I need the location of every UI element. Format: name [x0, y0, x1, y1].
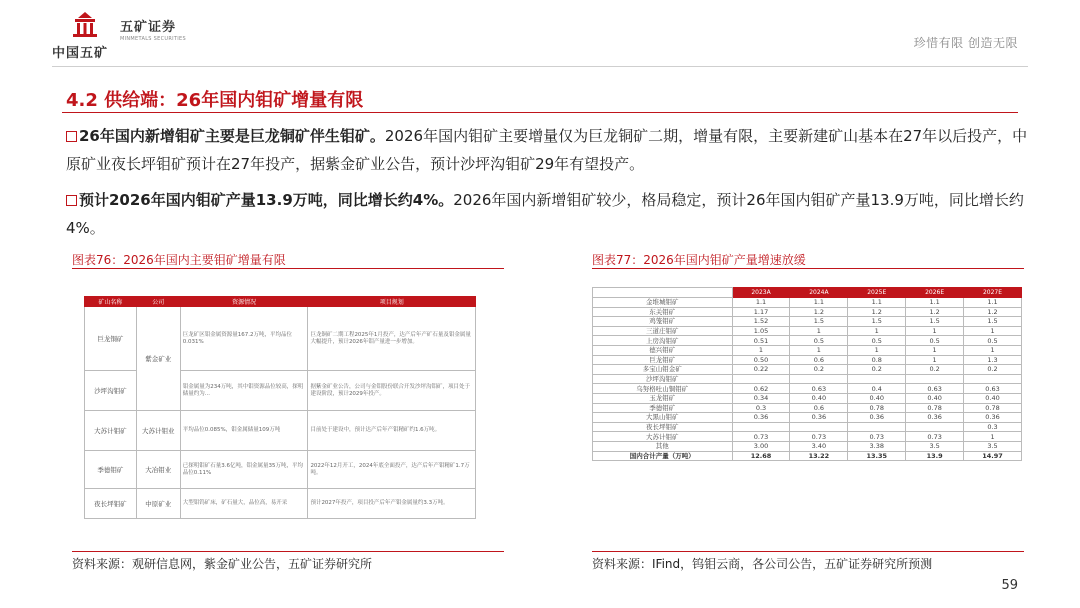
- production-value: 0.36: [906, 413, 964, 423]
- mine-name: 东关钼矿: [593, 307, 733, 317]
- production-value: 1: [906, 345, 964, 355]
- production-value: 0.78: [848, 403, 906, 413]
- production-value: 1: [790, 345, 848, 355]
- production-value: 1: [732, 345, 790, 355]
- mine-name: 金堆城钼矿: [593, 298, 733, 308]
- table-row: [85, 451, 476, 489]
- production-value: 1: [790, 326, 848, 336]
- production-value: 12.68: [732, 451, 790, 461]
- table-header-cell: 资源情况: [180, 297, 308, 307]
- section-title: 4.2 供给端：26年国内钼矿增量有限: [66, 90, 364, 111]
- production-value: 0.3: [964, 422, 1022, 432]
- production-value: 0.50: [732, 355, 790, 365]
- production-value: [790, 422, 848, 432]
- production-value: 1.2: [906, 307, 964, 317]
- year-header: 2025E: [848, 288, 906, 298]
- table-header-cell: 矿山名称: [85, 297, 137, 307]
- project-plan: 预计2027年投产，项目投产后年产钼金属量约3.3万吨。: [308, 489, 476, 519]
- mine-projects-table: [84, 296, 476, 519]
- table-row: [593, 393, 1022, 403]
- table-row: [593, 441, 1022, 451]
- production-value: 1.5: [848, 317, 906, 327]
- production-value: 1.3: [964, 355, 1022, 365]
- table-row: [593, 336, 1022, 346]
- mine-name: 国内合计产量（万吨）: [593, 451, 733, 461]
- resource-info: 巨龙矿区钼金属资源量167.2万吨，平均品位0.031%: [180, 307, 308, 371]
- brand-name-en: MINMETALS SECURITIES: [120, 36, 186, 42]
- slogan: 珍惜有限 创造无限: [913, 36, 1018, 50]
- production-value: 1.5: [964, 317, 1022, 327]
- production-value: 14.97: [964, 451, 1022, 461]
- china-minmetals-logo-icon: [68, 10, 102, 38]
- mine-name: 乌努格吐山铜钼矿: [593, 384, 733, 394]
- production-value: 1.2: [848, 307, 906, 317]
- production-value: 0.63: [906, 384, 964, 394]
- production-value: 1.05: [732, 326, 790, 336]
- year-header: 2024A: [790, 288, 848, 298]
- production-value: 0.36: [964, 413, 1022, 423]
- production-value: 0.2: [790, 365, 848, 375]
- table-row: [593, 326, 1022, 336]
- figure-76-source: 资料来源：观研信息网，紫金矿业公告，五矿证券研究所: [72, 557, 373, 571]
- production-value: 1.5: [790, 317, 848, 327]
- production-value: 0.78: [964, 403, 1022, 413]
- table-row: [593, 374, 1022, 384]
- production-value: 1: [964, 432, 1022, 442]
- figure-77-divider: [592, 268, 1024, 269]
- mine-name: 多宝山钼金矿: [593, 365, 733, 375]
- production-value: 0.34: [732, 393, 790, 403]
- source-divider: [72, 551, 504, 552]
- company-logo: [52, 8, 124, 60]
- table-header-corner: [593, 288, 733, 298]
- paragraph-lead: 26年国内新增钼矿主要是巨龙铜矿伴生钼矿。: [79, 127, 385, 145]
- production-value: 1: [964, 326, 1022, 336]
- table-row: [593, 432, 1022, 442]
- production-value: 3.40: [790, 441, 848, 451]
- mine-name: 沙坪沟钼矿: [85, 371, 137, 411]
- production-value: 1.1: [732, 298, 790, 308]
- figure-77-title: 图表77：2026年国内钼矿产量增速放缓: [592, 253, 806, 267]
- source-divider: [592, 551, 1024, 552]
- production-value: 13.22: [790, 451, 848, 461]
- production-value: [906, 374, 964, 384]
- production-value: 0.4: [848, 384, 906, 394]
- company-name: 大苏计钼业: [136, 411, 180, 451]
- mine-name: 巨龙钼矿: [593, 355, 733, 365]
- project-plan: 巨龙铜矿二期工程2025年1月投产，达产后年产矿石量及钼金属量大幅提升，预计2026年钼产量进一步增加。: [308, 307, 476, 371]
- table-row: [593, 365, 1022, 375]
- table-row: [593, 384, 1022, 394]
- production-value: 1: [848, 326, 906, 336]
- production-value: 0.36: [790, 413, 848, 423]
- production-value: 1: [848, 345, 906, 355]
- production-value: 1.1: [790, 298, 848, 308]
- production-value: 0.2: [848, 365, 906, 375]
- production-value: 3.38: [848, 441, 906, 451]
- production-value: 13.9: [906, 451, 964, 461]
- paragraph-1: [66, 122, 1030, 178]
- production-value: 0.22: [732, 365, 790, 375]
- production-value: 0.6: [790, 355, 848, 365]
- production-value: 0.73: [732, 432, 790, 442]
- header-divider: [52, 66, 1028, 67]
- production-value: 1.2: [964, 307, 1022, 317]
- table-header-row: [85, 297, 476, 307]
- table-row: [593, 403, 1022, 413]
- mine-name: 季德钼矿: [593, 403, 733, 413]
- table-row: [593, 307, 1022, 317]
- title-divider: [62, 112, 1018, 113]
- bullet-box-icon: [66, 195, 77, 206]
- mine-name: 夜长坪钼矿: [593, 422, 733, 432]
- production-value: 0.40: [790, 393, 848, 403]
- year-header: 2026E: [906, 288, 964, 298]
- mine-name: 巨龙铜矿: [85, 307, 137, 371]
- table-row: [85, 489, 476, 519]
- year-header: 2027E: [964, 288, 1022, 298]
- paragraph-body: 2026年国内新增钼矿较少，格局稳定，预计26年国内钼矿产量13.9万吨，同比增长约4%。: [66, 191, 1024, 237]
- brand: [120, 16, 186, 42]
- year-header: 2023A: [732, 288, 790, 298]
- company-name: 大冶钼业: [136, 451, 180, 489]
- table-row: [593, 413, 1022, 423]
- production-value: 0.78: [906, 403, 964, 413]
- resource-info: 大型钼钨矿床，矿石量大，品位高，易开采: [180, 489, 308, 519]
- table-row: [593, 298, 1022, 308]
- production-value: 0.2: [906, 365, 964, 375]
- table-header-cell: 项目规划: [308, 297, 476, 307]
- production-value: 0.8: [848, 355, 906, 365]
- table-row: [593, 317, 1022, 327]
- mine-name: 大苏计钼矿: [593, 432, 733, 442]
- table-row: [593, 355, 1022, 365]
- total-row: [593, 451, 1022, 461]
- production-value: 0.6: [790, 403, 848, 413]
- mine-name: 上房沟钼矿: [593, 336, 733, 346]
- production-value: 3.5: [964, 441, 1022, 451]
- production-value: 1: [964, 345, 1022, 355]
- table-row: [85, 307, 476, 371]
- production-value: 0.73: [790, 432, 848, 442]
- production-value: [732, 374, 790, 384]
- production-value: 0.51: [732, 336, 790, 346]
- mine-name: 大黑山钼矿: [593, 413, 733, 423]
- production-value: 0.62: [732, 384, 790, 394]
- resource-info: 钼金属量为234万吨，其中钼资源品位较高，探明储量约为...: [180, 371, 308, 411]
- production-value: 1.52: [732, 317, 790, 327]
- production-value: 0.5: [964, 336, 1022, 346]
- paragraph-lead: 预计2026年国内钼矿产量13.9万吨，同比增长约4%。: [79, 191, 454, 209]
- production-value: 1: [906, 355, 964, 365]
- production-value: [906, 422, 964, 432]
- production-value: 0.5: [790, 336, 848, 346]
- table-header-row: [593, 288, 1022, 298]
- brand-name: 五矿证券: [120, 20, 177, 35]
- company-name: 中原矿业: [136, 489, 180, 519]
- mine-name: 大苏计钼矿: [85, 411, 137, 451]
- production-value: 1.17: [732, 307, 790, 317]
- production-value: 0.63: [790, 384, 848, 394]
- mine-name: 玉龙钼矿: [593, 393, 733, 403]
- paragraph-body: 2026年国内钼矿主要增量仅为巨龙铜矿二期，增量有限，主要新建矿山基本在27年以后投产，中原矿业夜长坪钼矿预计在27年投产，据紫金矿业公告，预计沙坪沟钼矿29年有望投产。: [66, 127, 1028, 173]
- production-value: [964, 374, 1022, 384]
- production-value: 13.35: [848, 451, 906, 461]
- production-value: 0.36: [848, 413, 906, 423]
- production-value: 1.1: [848, 298, 906, 308]
- production-value: 1.1: [964, 298, 1022, 308]
- figure-76-title: 图表76：2026年国内主要钼矿增量有限: [72, 253, 286, 267]
- project-plan: 据紫金矿业公告，公司与金钼股份联合开发沙坪沟钼矿，项目处于建设阶段，预计2029年投产。: [308, 371, 476, 411]
- paragraph-2: [66, 186, 1030, 242]
- logo-text: 中国五矿: [52, 46, 109, 61]
- figure-76-divider: [72, 268, 504, 269]
- mine-name: 沙坪沟钼矿: [593, 374, 733, 384]
- production-value: 0.36: [732, 413, 790, 423]
- mine-name: 季德钼矿: [85, 451, 137, 489]
- production-value: 0.40: [906, 393, 964, 403]
- production-value: [848, 422, 906, 432]
- production-value: 0.2: [964, 365, 1022, 375]
- figure-77-source: 资料来源：IFind，钨钼云商，各公司公告，五矿证券研究所预测: [592, 557, 933, 571]
- production-value: 1.2: [790, 307, 848, 317]
- production-value: 3.00: [732, 441, 790, 451]
- resource-info: 平均品位0.085%，钼金属储量109万吨: [180, 411, 308, 451]
- mine-name: 三道庄钼矿: [593, 326, 733, 336]
- table-row: [593, 422, 1022, 432]
- production-value: 0.63: [964, 384, 1022, 394]
- production-value: 0.5: [906, 336, 964, 346]
- mine-name: 其他: [593, 441, 733, 451]
- production-value: 0.40: [964, 393, 1022, 403]
- production-value: 1.1: [906, 298, 964, 308]
- production-value: 0.3: [732, 403, 790, 413]
- mine-name: 鸡笼钼矿: [593, 317, 733, 327]
- production-table: [592, 287, 1022, 461]
- project-plan: 目前处于建设中，预计达产后年产钼精矿约1.6万吨。: [308, 411, 476, 451]
- table-row: [85, 411, 476, 451]
- production-value: 1.5: [906, 317, 964, 327]
- mine-name: 德兴钼矿: [593, 345, 733, 355]
- resource-info: 已探明钼矿石量3.6亿吨，钼金属量35万吨，平均品位0.11%: [180, 451, 308, 489]
- project-plan: 2022年12月开工，2024年底全面投产，达产后年产钼精矿1.7万吨。: [308, 451, 476, 489]
- production-value: 0.40: [848, 393, 906, 403]
- table-row: [593, 345, 1022, 355]
- production-value: 3.5: [906, 441, 964, 451]
- production-value: [848, 374, 906, 384]
- production-value: [790, 374, 848, 384]
- company-name: 紫金矿业: [136, 307, 180, 411]
- production-value: 0.73: [848, 432, 906, 442]
- production-value: 0.73: [906, 432, 964, 442]
- production-value: 0.5: [848, 336, 906, 346]
- production-value: [732, 422, 790, 432]
- page-number: 59: [1001, 578, 1018, 593]
- table-header-cell: 公司: [136, 297, 180, 307]
- mine-name: 夜长坪钼矿: [85, 489, 137, 519]
- bullet-box-icon: [66, 131, 77, 142]
- production-value: 1: [906, 326, 964, 336]
